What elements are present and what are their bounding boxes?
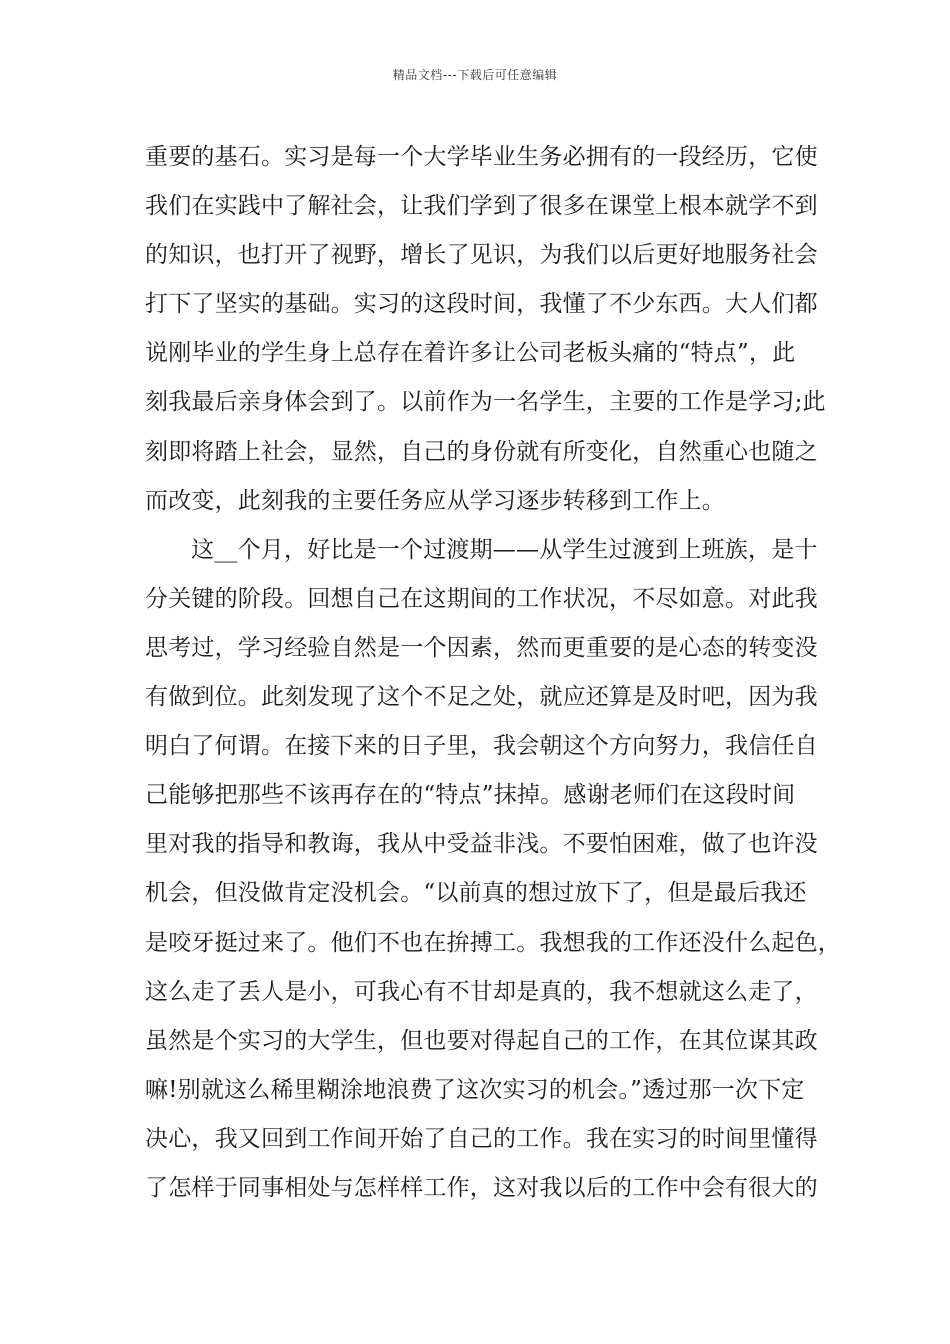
text-line: 决心，我又回到工作间开始了自己的工作。我在实习的时间里懂得 (145, 1125, 818, 1152)
text-line: 分关键的阶段。回想自己在这期间的工作状况，不尽如意。对此我 (145, 585, 818, 612)
text-line: 虽然是个实习的大学生，但也要对得起自己的工作，在其位谋其政 (145, 1027, 818, 1054)
text-line: 了怎样于同事相处与怎样样工作，这对我以后的工作中会有很大的 (145, 1174, 818, 1201)
text-line: 打下了坚实的基础。实习的这段时间，我懂了不少东西。大人们都 (145, 291, 818, 318)
text-line: 里对我的指导和教诲，我从中受益非浅。不要怕困难，做了也许没 (145, 831, 818, 858)
text-line: 是咬牙挺过来了。他们不也在拚搏工。我想我的工作还没什么起色， (145, 929, 841, 956)
text-line: 重要的基石。实习是每一个大学毕业生务必拥有的一段经历，它使 (145, 144, 818, 170)
text-line: 有做到位。此刻发现了这个不足之处，就应还算是及时吧，因为我 (145, 684, 818, 711)
page-header: 精品文档---下载后可任意编辑 (392, 68, 558, 82)
text-line: 说刚毕业的学生身上总存在着许多让公司老板头痛的“特点”，此 (145, 340, 796, 367)
document-body (145, 133, 841, 1213)
text-line: 思考过，学习经验自然是一个因素，然而更重要的是心态的转变没 (145, 634, 818, 661)
text-line: 明白了何谓。在接下来的日子里，我会朝这个方向努力，我信任自 (145, 733, 818, 760)
text-line: 这么走了丢人是小，可我心有不甘却是真的，我不想就这么走了， (145, 978, 818, 1005)
paragraph-start-line: 这__个月，好比是一个过渡期——从学生过渡到上班族，是十 (191, 536, 818, 563)
text-line: 而改变，此刻我的主要任务应从学习逐步转移到工作上。 (145, 487, 725, 514)
text-line: 刻我最后亲身体会到了。以前作为一名学生，主要的工作是学习;此 (145, 389, 826, 416)
text-line: 机会，但没做肯定没机会。“以前真的想过放下了，但是最后我还 (145, 880, 807, 907)
text-line: 嘛!别就这么稀里糊涂地浪费了这次实习的机会。”透过那一次下定 (145, 1076, 805, 1103)
text-line: 己能够把那些不该再存在的“特点”抹掉。感谢老师们在这段时间 (145, 782, 796, 809)
text-line: 的知识，也打开了视野，增长了见识，为我们以后更好地服务社会 (145, 242, 818, 269)
text-line: 刻即将踏上社会，显然，自己的身份就有所变化，自然重心也随之 (145, 438, 818, 465)
text-line: 我们在实践中了解社会，让我们学到了很多在课堂上根本就学不到 (145, 193, 818, 220)
